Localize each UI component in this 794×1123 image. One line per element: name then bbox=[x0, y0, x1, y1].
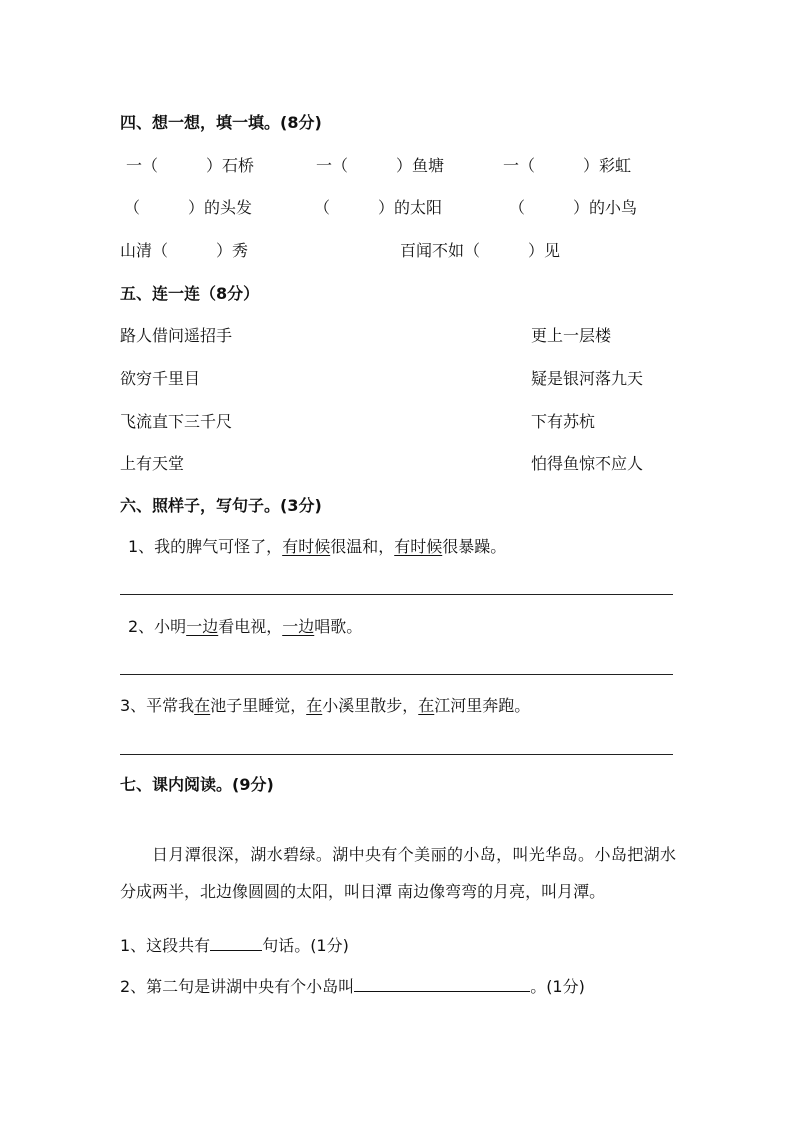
match-right-item: 更上一层楼 bbox=[531, 326, 612, 345]
underlined-word: 有时候 bbox=[282, 537, 331, 556]
fill-item: 百闻不如（ ）见 bbox=[400, 241, 561, 260]
question-text: 句话。(1分) bbox=[262, 936, 349, 955]
match-left-item: 路人借问遥招手 bbox=[120, 326, 233, 345]
fill-item: （ ）的头发 bbox=[124, 198, 253, 217]
fill-item: 一（ ）石桥 bbox=[126, 156, 255, 175]
fill-item: （ ）的小鸟 bbox=[509, 198, 638, 217]
fill-item: （ ）的太阳 bbox=[314, 198, 443, 217]
sentence-text: 3、平常我 bbox=[120, 696, 195, 715]
underlined-word: 一边 bbox=[186, 617, 219, 636]
example-sentence-2 bbox=[128, 617, 362, 637]
sentence-text: 小溪里散步， bbox=[322, 696, 419, 715]
fill-item: 一（ ）彩虹 bbox=[503, 156, 632, 175]
reading-passage: 日月潭很深，湖水碧绿。湖中央有个美丽的小岛，叫光华岛。小岛把湖水分成两半，北边像圆圆的太阳，叫日潭 南边像弯弯的月亮，叫月潭。 bbox=[120, 845, 676, 901]
answer-line[interactable] bbox=[120, 674, 673, 675]
match-right-item: 下有苏杭 bbox=[531, 412, 596, 431]
question-text: 1、这段共有 bbox=[120, 936, 211, 955]
underlined-word: 在 bbox=[194, 696, 211, 715]
answer-blank[interactable] bbox=[210, 934, 262, 951]
question-text: 2、第二句是讲湖中央有个小岛叫 bbox=[120, 977, 355, 996]
match-right-item: 怕得鱼惊不应人 bbox=[531, 454, 644, 473]
fill-item: 一（ ）鱼塘 bbox=[316, 156, 445, 175]
answer-line[interactable] bbox=[120, 594, 673, 595]
sentence-text: 江河里奔跑。 bbox=[434, 696, 531, 715]
sentence-text: 很温和， bbox=[330, 537, 395, 556]
answer-blank[interactable] bbox=[354, 975, 530, 992]
underlined-word: 在 bbox=[418, 696, 435, 715]
example-sentence-1 bbox=[128, 537, 506, 557]
match-right-item: 疑是银河落九天 bbox=[531, 369, 644, 388]
section-4-heading: 四、想一想，填一填。(8分) bbox=[120, 113, 322, 132]
match-left-item: 上有天堂 bbox=[120, 454, 185, 473]
sentence-text: 池子里睡觉， bbox=[210, 696, 307, 715]
underlined-word: 在 bbox=[306, 696, 323, 715]
underlined-word: 有时候 bbox=[394, 537, 443, 556]
underlined-word: 一边 bbox=[282, 617, 315, 636]
example-sentence-3 bbox=[120, 696, 530, 716]
sentence-text: 2、小明 bbox=[128, 617, 187, 636]
question-1 bbox=[120, 934, 349, 956]
section-7-heading: 七、课内阅读。(9分) bbox=[120, 775, 274, 794]
match-left-item: 飞流直下三千尺 bbox=[120, 412, 233, 431]
section-5-heading: 五、连一连（8分） bbox=[120, 284, 260, 303]
match-left-item: 欲穷千里目 bbox=[120, 369, 201, 388]
question-text: 。(1分) bbox=[530, 977, 585, 996]
sentence-text: 看电视， bbox=[218, 617, 283, 636]
sentence-text: 1、我的脾气可怪了， bbox=[128, 537, 283, 556]
section-6-heading: 六、照样子，写句子。(3分) bbox=[120, 496, 322, 515]
answer-line[interactable] bbox=[120, 754, 673, 755]
fill-item: 山清（ ）秀 bbox=[120, 241, 249, 260]
question-2 bbox=[120, 975, 585, 997]
sentence-text: 唱歌。 bbox=[314, 617, 363, 636]
sentence-text: 很暴躁。 bbox=[442, 537, 507, 556]
